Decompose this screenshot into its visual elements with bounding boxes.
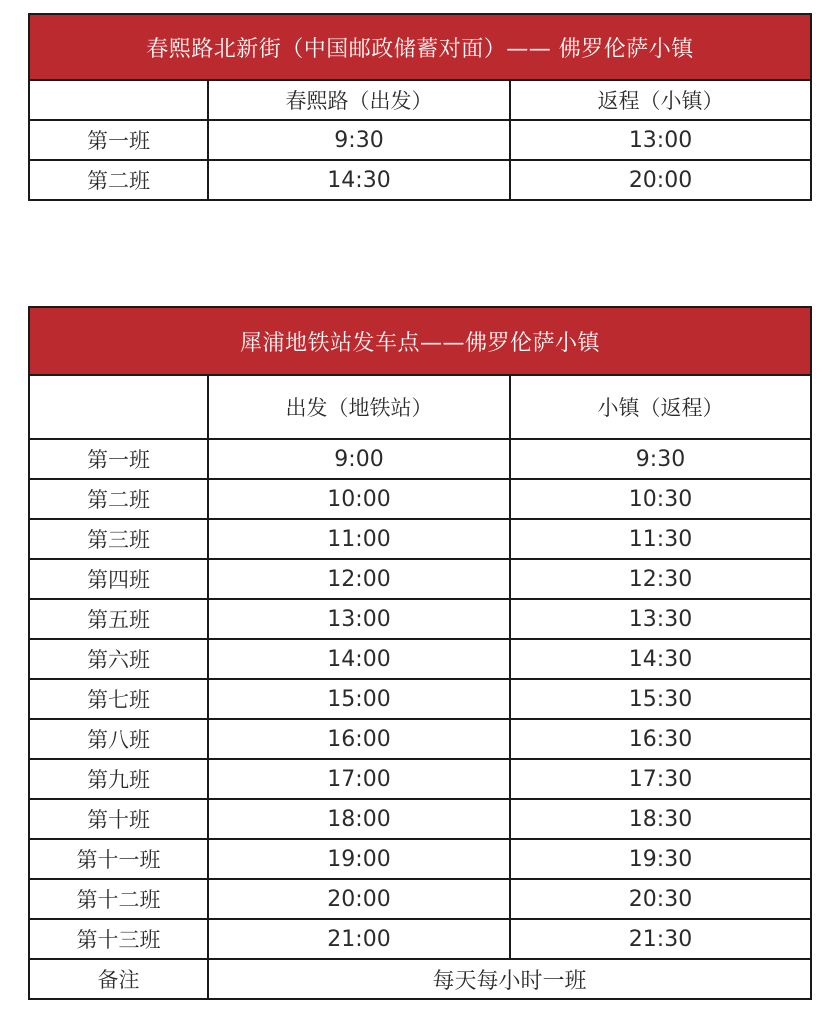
depart-time: 15:00 (208, 679, 510, 719)
trip-label: 第二班 (29, 160, 208, 200)
return-time: 21:30 (510, 919, 811, 959)
return-time: 11:30 (510, 519, 811, 559)
depart-time: 14:30 (208, 160, 510, 200)
trip-label: 第十一班 (29, 839, 208, 879)
depart-time: 13:00 (208, 599, 510, 639)
depart-time: 21:00 (208, 919, 510, 959)
table-row (29, 919, 811, 959)
trip-label: 第四班 (29, 559, 208, 599)
table-row (29, 879, 811, 919)
depart-time: 19:00 (208, 839, 510, 879)
return-time: 16:30 (510, 719, 811, 759)
return-time: 14:30 (510, 639, 811, 679)
table-row (29, 439, 811, 479)
return-time: 10:30 (510, 479, 811, 519)
note-label: 备注 (29, 959, 208, 999)
table-title: 春熙路北新街（中国邮政储蓄对面）—— 佛罗伦萨小镇 (29, 14, 811, 80)
depart-time: 12:00 (208, 559, 510, 599)
depart-time: 9:30 (208, 120, 510, 160)
return-time: 15:30 (510, 679, 811, 719)
column-header-empty (29, 80, 208, 120)
note-row (29, 959, 811, 999)
column-header-return: 小镇（返程） (510, 375, 811, 439)
trip-label: 第一班 (29, 120, 208, 160)
table-header-row (29, 80, 811, 120)
depart-time: 20:00 (208, 879, 510, 919)
depart-time: 16:00 (208, 719, 510, 759)
table-body (29, 375, 811, 959)
return-time: 12:30 (510, 559, 811, 599)
return-time: 19:30 (510, 839, 811, 879)
table-row (29, 479, 811, 519)
return-time: 13:00 (510, 120, 811, 160)
column-header-empty (29, 375, 208, 439)
table-row (29, 719, 811, 759)
table-row (29, 679, 811, 719)
column-header-depart: 出发（地铁站） (208, 375, 510, 439)
trip-label: 第五班 (29, 599, 208, 639)
depart-time: 9:00 (208, 439, 510, 479)
trip-label: 第七班 (29, 679, 208, 719)
trip-label: 第九班 (29, 759, 208, 799)
trip-label: 第三班 (29, 519, 208, 559)
return-time: 9:30 (510, 439, 811, 479)
depart-time: 18:00 (208, 799, 510, 839)
trip-label: 第十二班 (29, 879, 208, 919)
note-text: 每天每小时一班 (208, 959, 811, 999)
depart-time: 14:00 (208, 639, 510, 679)
trip-label: 第十三班 (29, 919, 208, 959)
table-row (29, 599, 811, 639)
table-row (29, 839, 811, 879)
return-time: 20:30 (510, 879, 811, 919)
trip-label: 第六班 (29, 639, 208, 679)
depart-time: 10:00 (208, 479, 510, 519)
table-row (29, 519, 811, 559)
column-header-depart: 春熙路（出发） (208, 80, 510, 120)
return-time: 18:30 (510, 799, 811, 839)
table-row (29, 799, 811, 839)
trip-label: 第十班 (29, 799, 208, 839)
trip-label: 第八班 (29, 719, 208, 759)
depart-time: 17:00 (208, 759, 510, 799)
return-time: 20:00 (510, 160, 811, 200)
table-title: 犀浦地铁站发车点——佛罗伦萨小镇 (29, 307, 811, 375)
table-header-row (29, 375, 811, 439)
table-row (29, 559, 811, 599)
column-header-return: 返程（小镇） (510, 80, 811, 120)
return-time: 13:30 (510, 599, 811, 639)
table-body (29, 80, 811, 200)
depart-time: 11:00 (208, 519, 510, 559)
table-row (29, 639, 811, 679)
schedule-table-xipu (28, 306, 812, 1000)
schedule-table-chunxi (28, 13, 812, 201)
table-row (29, 160, 811, 200)
table-row (29, 120, 811, 160)
return-time: 17:30 (510, 759, 811, 799)
table-row (29, 759, 811, 799)
trip-label: 第一班 (29, 439, 208, 479)
trip-label: 第二班 (29, 479, 208, 519)
